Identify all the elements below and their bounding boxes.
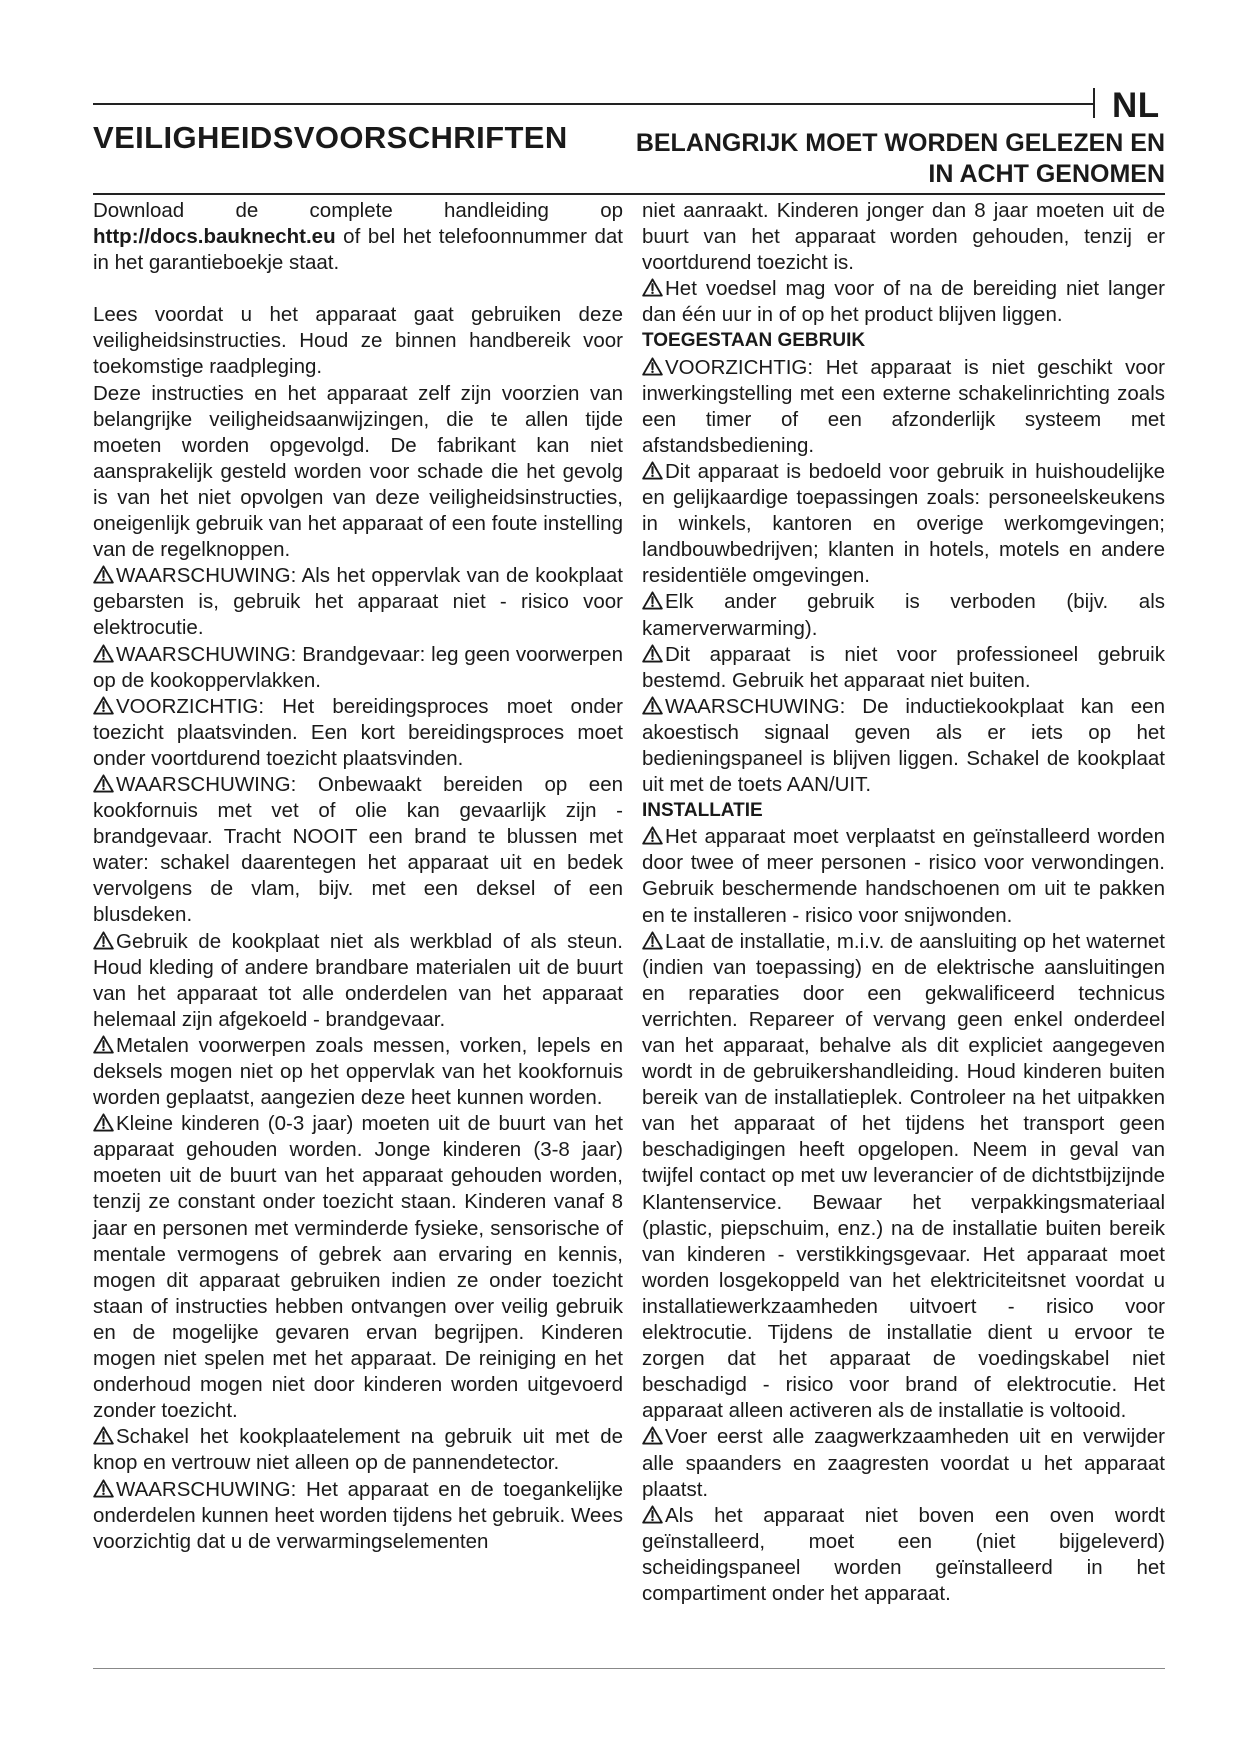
top-rule-tick [1093,88,1095,118]
page-title: VEILIGHEIDSVOORSCHRIFTEN [93,120,568,155]
warning-text: Dit apparaat is niet voor professioneel gebruik bestemd. Gebruik het apparaat niet buiten. [642,642,1165,692]
warning-icon [642,1505,663,1524]
warning-text: Elk ander gebruik is verboden (bijv. als kamerverwarming). [642,590,1165,640]
warning-icon [93,565,114,584]
paragraph: Lees voordat u het apparaat gaat gebruiken deze veiligheidsinstructies. Houd ze binnen handbereik voor toekomstige raadpleging. [93,303,623,379]
manual-link[interactable]: http://docs.bauknecht.eu [93,225,336,249]
warning-icon [93,644,114,663]
warning-icon [642,1426,663,1445]
warning-text: Laat de installatie, m.i.v. de aansluiting op het waternet (indien van toepassing) en de elektrische aansluitingen en reparaties door een gekwalificeerd technicus verrichten. Repareer of vervang geen enkel onderdeel van het apparaat, behalve als dit expliciet aangegeven wordt in de gebruikershandleiding. Houd kinderen buiten bereik van de installatieplek. Controleer na het uitpakken van het apparaat of het tijdens het transport geen beschadigingen heeft opgelopen. Neem in geval van twijfel contact op met uw leverancier of de dichtstbijzijnde Klantenservice. Bewaar het verpakkingsmateriaal (plastic, piepschuim, enz.) na de installatie buiten bereik van kinderen - verstikkingsgevaar. Het apparaat moet worden losgekoppeld van het elektriciteitsnet voordat u installatiewerkzaamheden uitvoert - risico voor elektrocutie. Tijdens de installatie dient u ervoor te zorgen dat het apparaat de voedingskabel niet beschadigd - risico voor brand of elektrocutie. Het apparaat alleen activeren als de installatie is voltooid. [642,929,1165,1423]
paragraph: Deze instructies en het apparaat zelf zijn voorzien van belangrijke veiligheidsaanwijzingen, die te allen tijde moeten worden opgevolgd. De fabrikant kan niet aansprakelijk gesteld worden voor schade die het gevolg is van het niet opvolgen van deze veiligheidsinstructies, oneigenlijk gebruik van het apparaat of een foute instelling van de regelknoppen. [93,381,623,562]
warning-item [93,1424,623,1476]
download-text-end: of bel het telefoonnummer dat in het garantieboekje staat. [93,225,623,275]
warning-text: Metalen voorwerpen zoals messen, vorken, lepels en deksels mogen niet op het oppervlak van het kookfornuis worden geplaatst, aangezien deze heet kunnen worden. [93,1033,623,1110]
right-column [642,198,1165,1607]
warning-icon [642,278,663,297]
warning-text: Het apparaat moet verplaatst en geïnstalleerd worden door twee of meer personen - risico voor verwondingen. Gebruik beschermende handschoenen om uit te pakken en te installeren - risico voor snijwonden. [642,825,1165,927]
download-text: Download de complete handleiding op [93,199,623,222]
warning-item [642,1503,1165,1607]
warning-item [642,929,1165,1425]
warning-item [642,355,1165,459]
warning-item [93,1033,623,1111]
warning-item [642,824,1165,928]
warning-text: WAARSCHUWING: Brandgevaar: leg geen voorwerpen op de kookoppervlakken. [93,642,623,692]
warning-icon [642,696,663,715]
paragraph-gap [93,276,623,302]
warning-text: WAARSCHUWING: Het apparaat en de toegankelijke onderdelen kunnen heet worden tijdens het gebruik. Wees voorzichtig dat u de verwarmingselementen [93,1477,623,1553]
warning-text: Het voedsel mag voor of na de bereiding niet langer dan één uur in of op het product blijven liggen. [642,277,1165,327]
warning-item [93,563,623,641]
warning-icon [642,931,663,950]
warning-icon [93,1113,114,1132]
warning-icon [93,931,114,950]
language-label: NL [1112,86,1160,125]
warning-text: VOORZICHTIG: Het bereidingsproces moet onder toezicht plaatsvinden. Een kort bereidingsproces moet onder voortdurend toezicht plaatsvinden. [93,694,623,770]
warning-item [93,772,623,929]
section-heading-installation: INSTALLATIE [642,800,763,822]
warning-icon [642,644,663,663]
warning-icon [642,826,663,845]
warning-icon [642,591,663,610]
warning-item [93,1477,623,1555]
warning-text: Als het apparaat niet boven een oven wordt geïnstalleerd, moet een (niet bijgeleverd) scheidingspaneel worden geïnstalleerd in het compartiment onder het apparaat. [642,1503,1165,1605]
section-heading-permitted-use: TOEGESTAAN GEBRUIK [642,330,866,352]
warning-icon [93,774,114,793]
left-column [93,198,623,1555]
warning-text: Gebruik de kookplaat niet als werkblad of als steun. Houd kleding of andere brandbare materialen uit de buurt van het apparaat tot alle onderdelen van het apparaat helemaal zijn afgekoeld - brandgevaar. [93,929,623,1031]
warning-text: Kleine kinderen (0-3 jaar) moeten uit de buurt van het apparaat gehouden worden. Jonge kinderen (3-8 jaar) moeten uit de buurt van het apparaat gehouden worden, tenzij ze constant onder toezicht staan. Kinderen vanaf 8 jaar en personen met verminderde fysieke, sensorische of mentale vermogens of gebrek aan ervaring en kennis, mogen dit apparaat gebruiken indien ze onder toezicht staan of instructies hebben ontvangen over veilig gebruik en de mogelijke gevaren ervan begrijpen. Kinderen mogen niet spelen met het apparaat. De reiniging en het onderhoud mogen niet door kinderen worden uitgevoerd zonder toezicht. [93,1112,623,1423]
warning-icon [642,357,663,376]
warning-item [642,642,1165,694]
warning-text: Dit apparaat is bedoeld voor gebruik in huishoudelijke en gelijkaardige toepassingen zoals: personeelskeukens in winkels, kantoren en overige werkomgevingen; landbouwbedrijven; klanten in hotels, motels en andere residentiële omgevingen. [642,459,1165,588]
download-paragraph [93,198,623,276]
top-rule [93,103,1095,105]
warning-icon [93,696,114,715]
warning-icon [93,1035,114,1054]
warning-item [93,1111,623,1424]
warning-item [642,459,1165,589]
warning-item [93,929,623,1033]
warning-item [642,694,1165,798]
warning-text: Schakel het kookplaatelement na gebruik uit met de knop en vertrouw niet alleen op de pannendetector. [93,1425,623,1475]
warning-text: VOORZICHTIG: Het apparaat is niet geschikt voor inwerkingstelling met een externe schakelinrichting zoals een timer of een afzonderlijk systeem met afstandsbediening. [642,355,1165,457]
warning-icon [642,461,663,480]
warning-icon [93,1479,114,1498]
footer-rule [93,1668,1165,1669]
warning-item [93,694,623,772]
page-subtitle: BELANGRIJK MOET WORDEN GELEZEN EN IN ACHT GENOMEN [635,129,1165,188]
warning-text: WAARSCHUWING: Als het oppervlak van de kookplaat gebarsten is, gebruik het apparaat niet - risico voor elektrocutie. [93,564,623,640]
warning-item [642,589,1165,641]
warning-text: Voer eerst alle zaagwerkzaamheden uit en verwijder alle spaanders en zaagresten voordat u het apparaat plaatst. [642,1425,1165,1501]
warning-item [642,1424,1165,1502]
paragraph: niet aanraakt. Kinderen jonger dan 8 jaar moeten uit de buurt van het apparaat worden gehouden, tenzij er voortdurend toezicht is. [642,199,1165,275]
warning-text: WAARSCHUWING: De inductiekookplaat kan een akoestisch signaal geven als er iets op het bedieningspaneel is blijven liggen. Schakel de kookplaat uit met de toets AAN/UIT. [642,694,1165,797]
warning-item [93,642,623,694]
warning-icon [93,1426,114,1445]
header-rule [93,193,1165,195]
warning-item [642,276,1165,328]
warning-text: WAARSCHUWING: Onbewaakt bereiden op een kookfornuis met vet of olie kan gevaarlijk zijn - brandgevaar. Tracht NOOIT een brand te blussen met water: schakel daarentegen het apparaat uit en bedek vervolgens de vlam, bijv. met een deksel of een blusdeken. [93,772,623,927]
